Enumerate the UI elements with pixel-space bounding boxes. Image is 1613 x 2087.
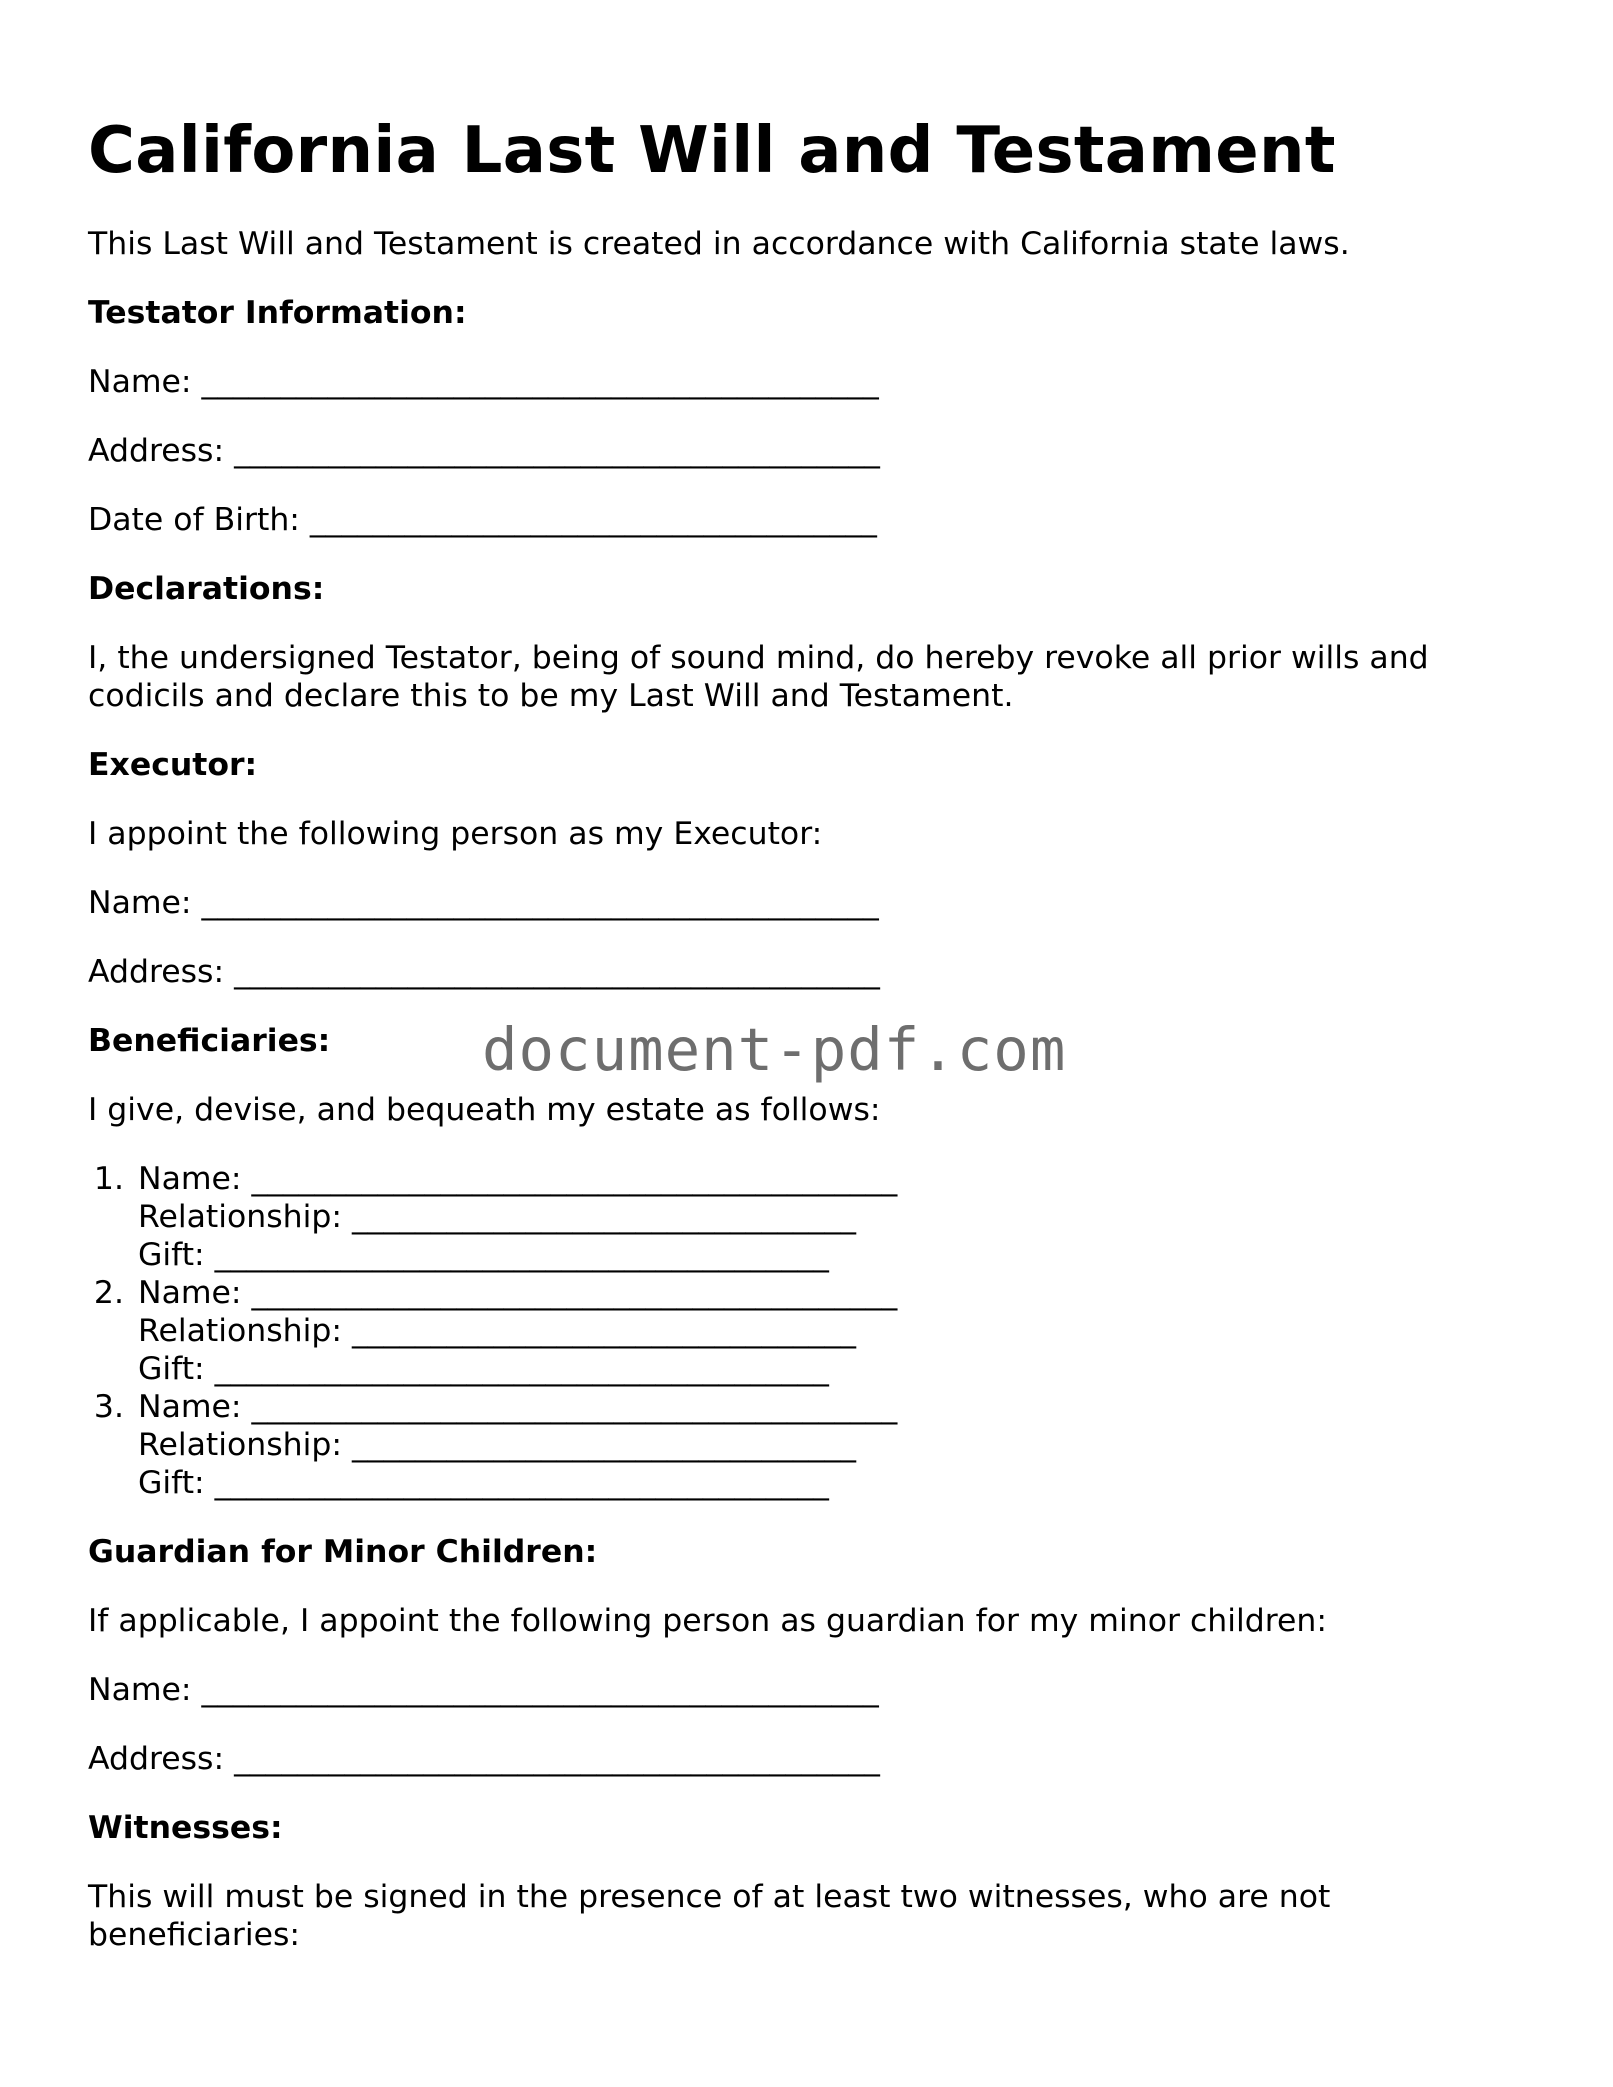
document-title: California Last Will and Testament bbox=[88, 114, 1336, 188]
guardian-name-field[interactable]: Name: ___________________________________________ bbox=[88, 1672, 879, 1708]
witnesses-text: This will must be signed in the presence of at least two witnesses, who are not beneficiaries: bbox=[88, 1879, 1331, 1953]
beneficiary-gift-field[interactable]: Gift: _______________________________________ bbox=[138, 1237, 829, 1273]
beneficiary-name-field[interactable]: 1. Name: _________________________________________ bbox=[138, 1161, 898, 1197]
executor-heading: Executor: bbox=[88, 747, 258, 783]
beneficiary-relationship-field[interactable]: Relationship: ________________________________ bbox=[138, 1427, 856, 1463]
declarations-text: I, the undersigned Testator, being of sound mind, do hereby revoke all prior wills and codicils and declare this to be my Last Will and Testament. bbox=[88, 640, 1429, 714]
intro-text: This Last Will and Testament is created in accordance with California state laws. bbox=[88, 226, 1350, 262]
guardian-address-field[interactable]: Address: _________________________________________ bbox=[88, 1741, 880, 1777]
beneficiaries-text: I give, devise, and bequeath my estate as follows: bbox=[88, 1092, 881, 1128]
beneficiary-name-field[interactable]: 3. Name: _________________________________________ bbox=[138, 1389, 898, 1425]
beneficiaries-heading: Beneficiaries: bbox=[88, 1023, 331, 1059]
testator-name-field[interactable]: Name: ___________________________________________ bbox=[88, 364, 879, 400]
executor-address-field[interactable]: Address: _________________________________________ bbox=[88, 954, 880, 990]
beneficiary-gift-field[interactable]: Gift: _______________________________________ bbox=[138, 1351, 829, 1387]
guardian-heading: Guardian for Minor Children: bbox=[88, 1534, 598, 1570]
will-document bbox=[88, 0, 1528, 1954]
watermark: document-pdf.com bbox=[482, 1015, 1067, 1084]
beneficiary-item bbox=[134, 1160, 1528, 1274]
guardian-text: If applicable, I appoint the following person as guardian for my minor children: bbox=[88, 1603, 1327, 1639]
testator-address-field[interactable]: Address: _________________________________________ bbox=[88, 433, 880, 469]
executor-name-field[interactable]: Name: ___________________________________________ bbox=[88, 885, 879, 921]
beneficiary-item bbox=[134, 1274, 1528, 1388]
executor-text: I appoint the following person as my Executor: bbox=[88, 816, 823, 852]
witnesses-heading: Witnesses: bbox=[88, 1810, 283, 1846]
beneficiary-list bbox=[88, 1160, 1528, 1502]
beneficiary-item bbox=[134, 1388, 1528, 1502]
beneficiary-gift-field[interactable]: Gift: _______________________________________ bbox=[138, 1465, 829, 1501]
testator-heading: Testator Information: bbox=[88, 295, 467, 331]
declarations-heading: Declarations: bbox=[88, 571, 325, 607]
beneficiary-relationship-field[interactable]: Relationship: ________________________________ bbox=[138, 1199, 856, 1235]
beneficiary-relationship-field[interactable]: Relationship: ________________________________ bbox=[138, 1313, 856, 1349]
testator-dob-field[interactable]: Date of Birth: ____________________________________ bbox=[88, 502, 877, 538]
beneficiary-name-field[interactable]: 2. Name: _________________________________________ bbox=[138, 1275, 898, 1311]
